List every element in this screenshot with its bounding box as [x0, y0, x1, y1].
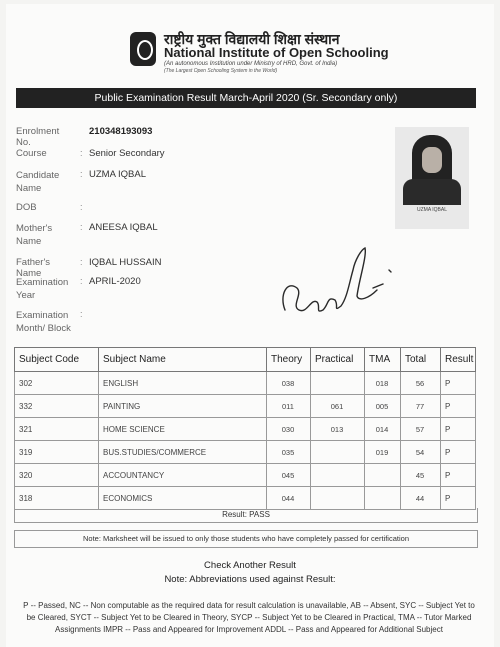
photo-face: [422, 147, 442, 173]
institute-subtitle: (An autonomous Institution under Ministry of HRD, Govt. of India): [164, 61, 338, 67]
tma-marks: 019: [365, 441, 401, 464]
subject-code: 332: [15, 395, 99, 418]
subject-name: ECONOMICS: [99, 487, 267, 510]
subject-name: ACCOUNTANCY: [99, 464, 267, 487]
exam-month-label: Examination Month/ Block: [16, 310, 71, 334]
total-marks: 44: [401, 487, 441, 510]
table-row: [15, 372, 476, 395]
table-header-row: [15, 348, 476, 372]
subject-code: 321: [15, 418, 99, 441]
marks-table: [14, 347, 476, 510]
nios-logo: [130, 32, 156, 66]
father-label: Father's Name: [16, 257, 51, 279]
header: [130, 30, 390, 74]
check-another-result-link[interactable]: Check Another Result: [204, 560, 296, 571]
subject-result: P: [441, 464, 476, 487]
col-total: Total: [401, 348, 441, 372]
col-practical: Practical: [311, 348, 365, 372]
col-subject-code: Subject Code: [15, 348, 99, 372]
colon: :: [80, 169, 83, 179]
table-row: [15, 418, 476, 441]
total-marks: 45: [401, 464, 441, 487]
practical-marks: 061: [311, 395, 365, 418]
subject-name: BUS.STUDIES/COMMERCE: [99, 441, 267, 464]
abbreviations-title: Note: Abbreviations used against Result:: [164, 574, 336, 585]
tma-marks: 014: [365, 418, 401, 441]
candidate-photo: [395, 127, 469, 229]
overall-result: Result: PASS: [14, 508, 478, 523]
institute-name: National Institute of Open Schooling: [164, 45, 389, 60]
colon: :: [80, 276, 83, 286]
dob-label: DOB: [16, 202, 37, 213]
subject-name: ENGLISH: [99, 372, 267, 395]
col-tma: TMA: [365, 348, 401, 372]
col-theory: Theory: [267, 348, 311, 372]
subject-result: P: [441, 487, 476, 510]
subject-code: 320: [15, 464, 99, 487]
abbreviations-text: P -- Passed, NC -- Non computable as the required data for result calculation is unavailable, AB -- Absent, SYC -- Subject Yet to be Cleared, SYCT -- Subject Yet to be Cleared in Theory, SYCP -- Subject Yet to be Cleared in Practical, TMA -- Tutor Marked Assignments IMPR -- Pass and Appeared for Improvement ADDL -- Pass and Appeared for Additional Subject: [23, 601, 475, 634]
subject-result: P: [441, 395, 476, 418]
practical-marks: [311, 441, 365, 464]
exam-year-value: APRIL-2020: [89, 276, 141, 287]
total-marks: 57: [401, 418, 441, 441]
practical-marks: [311, 487, 365, 510]
candidate-label: Candidate Name: [16, 170, 60, 194]
table-row: [15, 441, 476, 464]
photo-body: [403, 179, 461, 205]
colon: :: [80, 309, 83, 319]
enrolment-value: 210348193093: [89, 126, 153, 137]
subject-result: P: [441, 441, 476, 464]
theory-marks: 011: [267, 395, 311, 418]
enrolment-label: Enrolment No.: [16, 126, 60, 148]
subject-result: P: [441, 372, 476, 395]
col-result: Result: [441, 348, 476, 372]
course-label: Course: [16, 148, 47, 159]
exam-year-label: Examination Year: [16, 277, 69, 301]
col-subject-name: Subject Name: [99, 348, 267, 372]
certification-note: Note: Marksheet will be issued to only those students who have completely passed for certification: [14, 530, 478, 548]
candidate-value: UZMA IQBAL: [89, 169, 147, 180]
tma-marks: [365, 464, 401, 487]
mother-value: ANEESA IQBAL: [89, 222, 158, 233]
colon: :: [80, 148, 83, 158]
theory-marks: 038: [267, 372, 311, 395]
colon: :: [80, 222, 83, 232]
total-marks: 56: [401, 372, 441, 395]
table-row: [15, 464, 476, 487]
institute-tagline: (The Largest Open Schooling System in the World): [164, 68, 278, 74]
total-marks: 77: [401, 395, 441, 418]
theory-marks: 030: [267, 418, 311, 441]
candidate-signature: [277, 240, 397, 330]
subject-name: HOME SCIENCE: [99, 418, 267, 441]
theory-marks: 035: [267, 441, 311, 464]
exam-banner: Public Examination Result March-April 2020 (Sr. Secondary only): [16, 88, 476, 108]
hindi-title: राष्ट्रीय मुक्त विद्यालयी शिक्षा संस्थान: [164, 31, 340, 47]
subject-code: 319: [15, 441, 99, 464]
subject-result: P: [441, 418, 476, 441]
subject-name: PAINTING: [99, 395, 267, 418]
photo-caption: UZMA IQBAL: [416, 207, 447, 213]
colon: :: [80, 202, 83, 212]
colon: :: [80, 257, 83, 267]
total-marks: 54: [401, 441, 441, 464]
subject-code: 302: [15, 372, 99, 395]
practical-marks: [311, 464, 365, 487]
theory-marks: 045: [267, 464, 311, 487]
theory-marks: 044: [267, 487, 311, 510]
practical-marks: [311, 372, 365, 395]
tma-marks: 018: [365, 372, 401, 395]
father-value: IQBAL HUSSAIN: [89, 257, 162, 268]
table-row: [15, 395, 476, 418]
table-row: [15, 487, 476, 510]
course-value: Senior Secondary: [89, 148, 165, 159]
mother-label: Mother's Name: [16, 223, 53, 247]
subject-code: 318: [15, 487, 99, 510]
tma-marks: 005: [365, 395, 401, 418]
tma-marks: [365, 487, 401, 510]
practical-marks: 013: [311, 418, 365, 441]
